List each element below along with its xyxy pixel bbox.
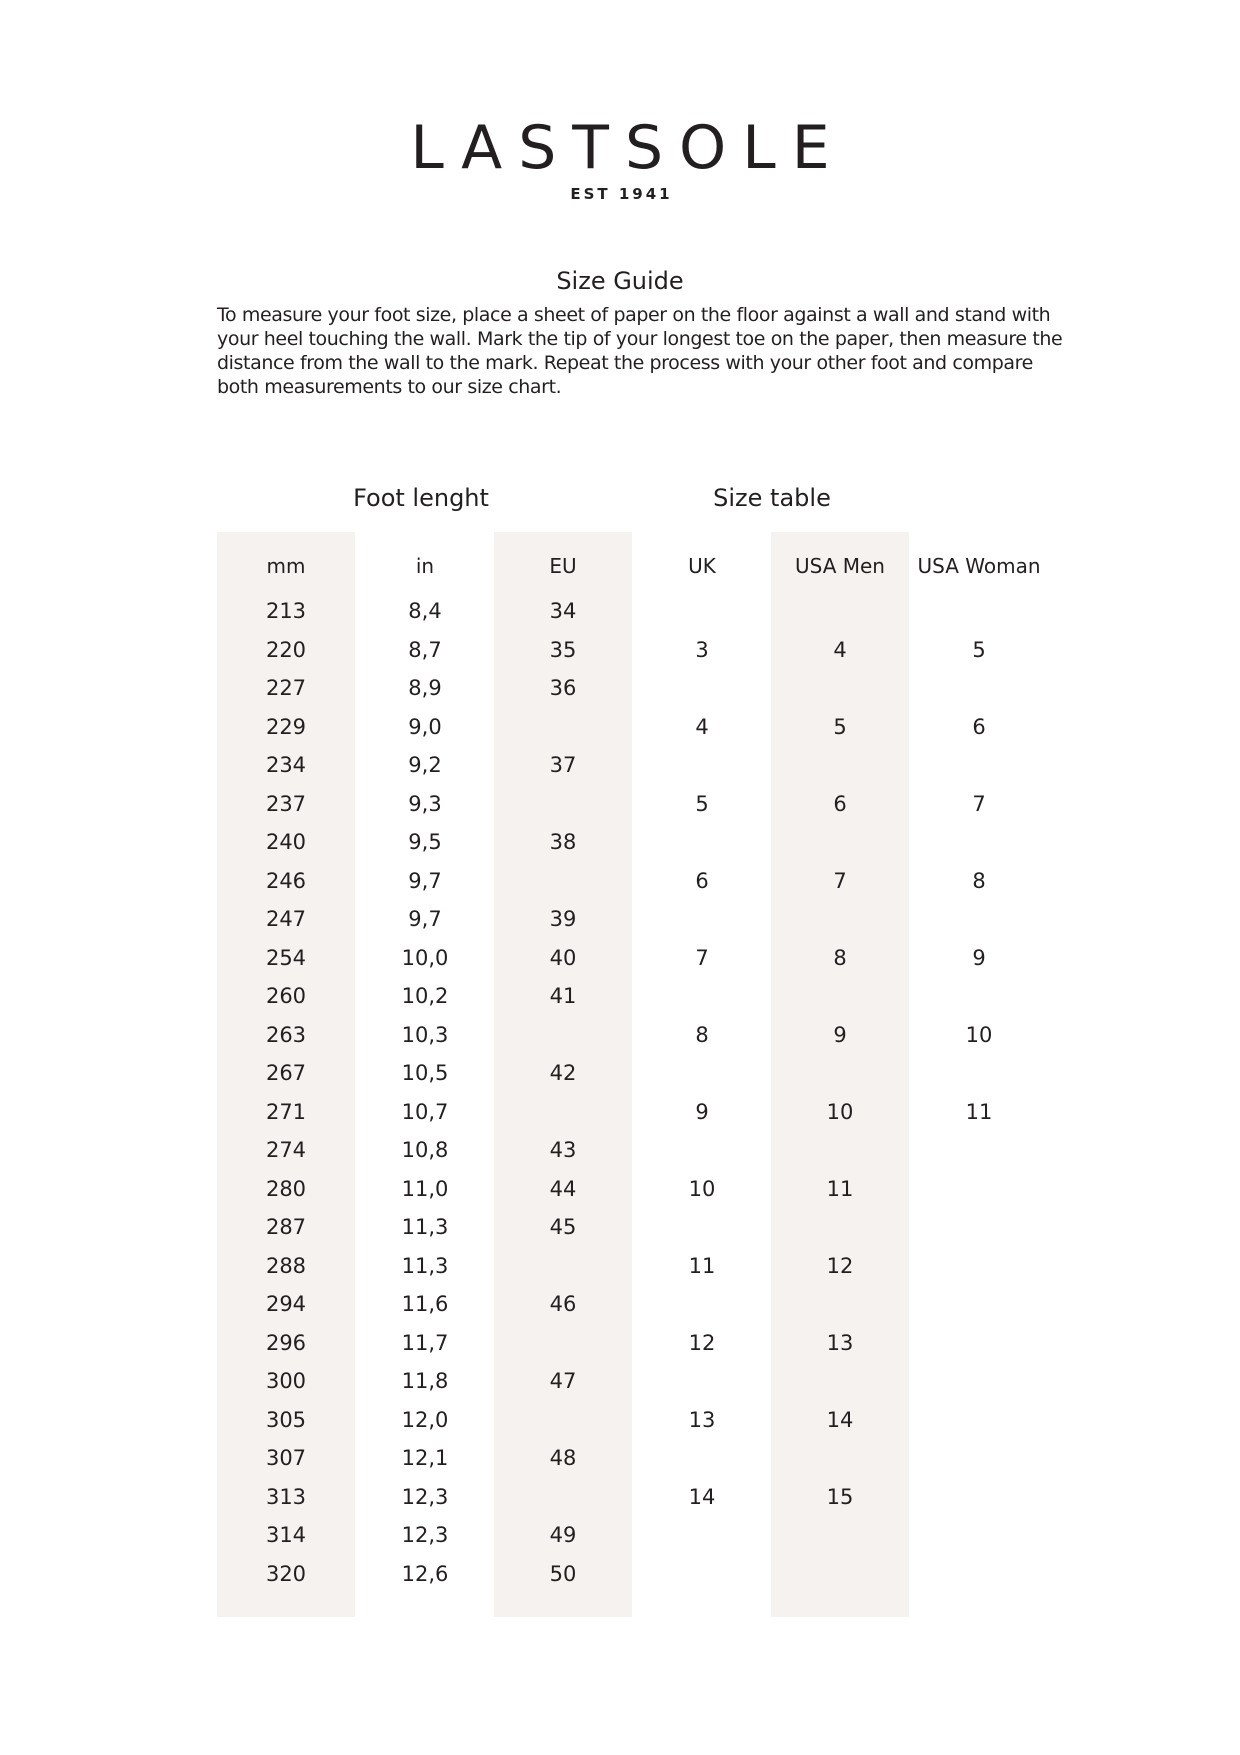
table-cell: 50 (549, 1561, 577, 1586)
table-cell: 13 (688, 1407, 716, 1432)
table-cell: 7 (972, 791, 986, 816)
page-title: Size Guide (556, 267, 684, 295)
table-cell: 4 (695, 714, 709, 739)
table-cell: 227 (265, 676, 307, 700)
table-cell: 4 (833, 637, 847, 662)
table-cell: 320 (265, 1561, 307, 1586)
table-cell: 10,8 (401, 1138, 449, 1162)
table-cell: 8,7 (408, 637, 442, 662)
column-header: in (415, 554, 435, 578)
table-cell (771, 746, 909, 785)
table-cell (494, 1016, 632, 1055)
table-cell (494, 1247, 632, 1286)
table-cell (910, 1439, 1048, 1478)
table-cell: 38 (549, 830, 577, 854)
table-cell: 37 (549, 753, 577, 777)
table-cell: 288 (265, 1253, 307, 1278)
column-uk (633, 532, 771, 1593)
table-cell: 12 (826, 1253, 854, 1278)
table-cell: 14 (688, 1484, 716, 1509)
table-cell: 296 (265, 1330, 307, 1355)
table-cell: 9,5 (408, 830, 442, 854)
table-cell: 36 (549, 676, 577, 700)
table-cell (633, 1555, 771, 1594)
table-cell (633, 746, 771, 785)
table-cell: 247 (265, 907, 307, 931)
table-cell (910, 1054, 1048, 1093)
table-cell: 213 (265, 599, 307, 623)
table-cell: 15 (826, 1484, 854, 1509)
table-cell (771, 1208, 909, 1247)
table-cell: 5 (695, 791, 709, 816)
table-cell: 10 (826, 1099, 854, 1124)
table-cell (771, 592, 909, 631)
table-cell (771, 1439, 909, 1478)
table-cell: 287 (265, 1215, 307, 1239)
table-cell: 8 (972, 868, 986, 893)
table-cell (633, 1285, 771, 1324)
table-cell (910, 1478, 1048, 1517)
table-cell (910, 1362, 1048, 1401)
column-in (356, 532, 494, 1593)
table-cell (633, 977, 771, 1016)
table-cell: 12 (688, 1330, 716, 1355)
table-cell (494, 862, 632, 901)
table-cell: 267 (265, 1061, 307, 1085)
table-cell: 12,1 (401, 1446, 449, 1470)
table-cell: 10,3 (401, 1022, 449, 1047)
table-cell: 5 (972, 637, 986, 662)
table-cell: 11,7 (401, 1330, 449, 1355)
table-cell (910, 1208, 1048, 1247)
table-cell: 11,3 (401, 1253, 449, 1278)
table-cell (910, 823, 1048, 862)
table-cell: 263 (265, 1022, 307, 1047)
table-cell: 6 (833, 791, 847, 816)
table-cell: 43 (549, 1138, 577, 1162)
table-cell: 11,6 (401, 1292, 449, 1316)
column-usa_woman (910, 532, 1048, 1593)
table-cell: 314 (265, 1523, 307, 1547)
table-cell: 10,2 (401, 984, 449, 1008)
table-cell: 12,3 (401, 1484, 449, 1509)
table-cell: 7 (695, 945, 709, 970)
table-cell (771, 900, 909, 939)
table-cell: 246 (265, 868, 307, 893)
table-cell: 7 (833, 868, 847, 893)
table-cell (771, 823, 909, 862)
column-header: mm (266, 554, 306, 578)
table-cell: 49 (549, 1523, 577, 1547)
table-cell: 46 (549, 1292, 577, 1316)
table-cell (910, 746, 1048, 785)
table-cell: 300 (265, 1369, 307, 1393)
table-cell: 260 (265, 984, 307, 1008)
table-cell: 271 (265, 1099, 307, 1124)
table-cell: 8,9 (408, 676, 442, 700)
table-cell: 9 (972, 945, 986, 970)
table-cell: 9,2 (408, 753, 442, 777)
table-cell: 35 (549, 637, 577, 662)
table-cell: 48 (549, 1446, 577, 1470)
table-cell: 313 (265, 1484, 307, 1509)
table-cell (910, 1516, 1048, 1555)
table-cell (494, 708, 632, 747)
table-cell: 14 (826, 1407, 854, 1432)
table-cell (494, 1093, 632, 1132)
table-cell: 47 (549, 1369, 577, 1393)
table-cell: 229 (265, 714, 307, 739)
table-cell: 10 (965, 1022, 993, 1047)
table-cell (771, 1285, 909, 1324)
brand-tagline: EST 1941 (570, 185, 673, 203)
column-eu (494, 532, 632, 1593)
column-header: UK (688, 554, 716, 578)
table-cell: 40 (549, 945, 577, 970)
table-cell (633, 1439, 771, 1478)
table-cell: 9 (695, 1099, 709, 1124)
table-cell: 11,8 (401, 1369, 449, 1393)
table-cell: 9,3 (408, 791, 442, 816)
column-header: USA Woman (917, 554, 1041, 578)
table-cell (771, 669, 909, 708)
table-cell (771, 1362, 909, 1401)
table-cell (633, 1516, 771, 1555)
table-cell (910, 1555, 1048, 1594)
table-cell (494, 1401, 632, 1440)
intro-paragraph: To measure your foot size, place a sheet of paper on the floor against a wall and stand with your heel touching the wall. Mark the tip of your longest toe on the paper, then measure the distance from the wall to the mark. Repeat the process with your other foot and compare both measurements to our size chart. (217, 304, 1063, 398)
table-cell: 13 (826, 1330, 854, 1355)
table-cell (910, 1247, 1048, 1286)
table-cell: 307 (265, 1446, 307, 1470)
table-cell: 12,6 (401, 1561, 449, 1586)
table-cell: 305 (265, 1407, 307, 1432)
table-cell: 42 (549, 1061, 577, 1085)
table-cell (633, 669, 771, 708)
table-cell: 39 (549, 907, 577, 931)
table-cell: 8 (695, 1022, 709, 1047)
table-cell: 274 (265, 1138, 307, 1162)
table-cell: 41 (549, 984, 577, 1008)
table-cell (910, 900, 1048, 939)
table-cell: 294 (265, 1292, 307, 1316)
brand-logo: LASTSOLE (410, 113, 846, 183)
table-cell: 11,3 (401, 1215, 449, 1239)
table-cell (633, 592, 771, 631)
table-cell (633, 823, 771, 862)
table-cell: 10 (688, 1176, 716, 1201)
table-cell: 9,0 (408, 714, 442, 739)
size-table-heading: Size table (713, 484, 831, 512)
table-cell: 234 (265, 753, 307, 777)
table-cell (633, 1208, 771, 1247)
table-cell: 12,0 (401, 1407, 449, 1432)
table-cell (771, 1054, 909, 1093)
column-header: USA Men (795, 554, 885, 578)
table-cell: 9,7 (408, 868, 442, 893)
table-cell (910, 1285, 1048, 1324)
table-cell: 12,3 (401, 1523, 449, 1547)
table-cell: 11 (965, 1099, 993, 1124)
table-cell: 6 (972, 714, 986, 739)
table-cell: 44 (549, 1176, 577, 1201)
table-cell: 10,7 (401, 1099, 449, 1124)
table-cell (494, 1324, 632, 1363)
column-header: EU (549, 554, 577, 578)
table-cell: 9,7 (408, 907, 442, 931)
table-cell: 45 (549, 1215, 577, 1239)
table-cell (771, 977, 909, 1016)
table-cell (910, 1401, 1048, 1440)
table-cell (633, 1362, 771, 1401)
table-cell (494, 785, 632, 824)
table-cell: 8 (833, 945, 847, 970)
table-cell: 10,0 (401, 945, 449, 970)
table-cell: 6 (695, 868, 709, 893)
table-cell (910, 669, 1048, 708)
table-cell (494, 1478, 632, 1517)
table-cell (633, 900, 771, 939)
table-cell: 280 (265, 1176, 307, 1201)
table-cell (910, 592, 1048, 631)
table-cell: 8,4 (408, 599, 442, 623)
table-cell (771, 1555, 909, 1594)
table-cell: 240 (265, 830, 307, 854)
table-cell (910, 977, 1048, 1016)
table-cell (910, 1324, 1048, 1363)
table-cell: 3 (695, 637, 709, 662)
table-cell (633, 1131, 771, 1170)
column-usa_men (771, 532, 909, 1593)
table-cell: 220 (265, 637, 307, 662)
table-cell: 11,0 (401, 1176, 449, 1201)
table-cell (771, 1516, 909, 1555)
table-cell: 5 (833, 714, 847, 739)
table-cell (910, 1131, 1048, 1170)
table-cell (633, 1054, 771, 1093)
table-cell: 10,5 (401, 1061, 449, 1085)
table-cell: 237 (265, 791, 307, 816)
table-cell: 254 (265, 945, 307, 970)
table-cell: 11 (826, 1176, 854, 1201)
table-cell: 11 (688, 1253, 716, 1278)
table-cell (771, 1131, 909, 1170)
table-cell: 34 (549, 599, 577, 623)
column-mm (217, 532, 355, 1593)
table-cell (910, 1170, 1048, 1209)
table-cell: 9 (833, 1022, 847, 1047)
foot-length-heading: Foot lenght (353, 484, 489, 512)
